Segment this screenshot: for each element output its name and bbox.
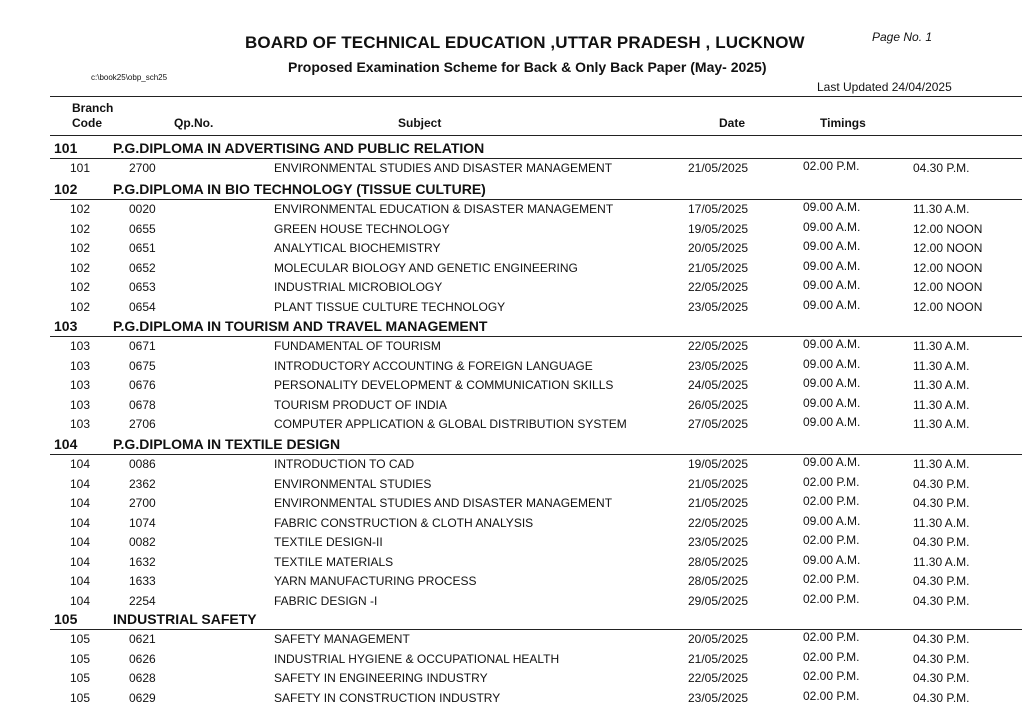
row-subject: SAFETY MANAGEMENT — [274, 632, 410, 646]
row-end-time: 11.30 A.M. — [913, 397, 970, 412]
row-date: 28/05/2025 — [688, 554, 749, 569]
row-date: 22/05/2025 — [688, 280, 749, 294]
row-date: 23/05/2025 — [688, 299, 749, 314]
row-date: 22/05/2025 — [688, 671, 749, 685]
section-divider — [50, 199, 1022, 200]
section-title: P.G.DIPLOMA IN BIO TECHNOLOGY (TISSUE CULTURE) — [113, 181, 486, 197]
row-branch-code: 104 — [70, 535, 91, 549]
row-end-time: 11.30 A.M. — [913, 339, 970, 353]
row-branch-code: 102 — [70, 221, 91, 236]
row-end-time: 12.00 NOON — [913, 260, 983, 275]
row-end-time: 11.30 A.M. — [913, 417, 970, 431]
row-subject: MOLECULAR BIOLOGY AND GENETIC ENGINEERING — [274, 260, 578, 275]
row-end-time: 04.30 P.M. — [913, 161, 970, 175]
row-qp-number: 0621 — [129, 632, 156, 646]
section-divider — [50, 158, 1022, 159]
row-branch-code: 105 — [70, 671, 91, 685]
section-divider — [50, 336, 1022, 337]
row-date: 21/05/2025 — [688, 161, 749, 175]
row-date: 23/05/2025 — [688, 535, 749, 549]
section-divider — [50, 629, 1022, 630]
row-start-time: 09.00 A.M. — [803, 258, 861, 273]
row-qp-number: 2254 — [129, 593, 156, 608]
row-date: 17/05/2025 — [688, 202, 749, 216]
row-date: 23/05/2025 — [688, 690, 749, 705]
row-date: 22/05/2025 — [688, 339, 749, 353]
row-subject: ANALYTICAL BIOCHEMISTRY — [274, 241, 441, 255]
row-qp-number: 0651 — [129, 241, 156, 255]
column-header-qp: Qp.No. — [174, 116, 214, 130]
row-subject: COMPUTER APPLICATION & GLOBAL DISTRIBUTION SYSTEM — [274, 417, 627, 431]
row-start-time: 09.00 A.M. — [803, 395, 861, 410]
row-branch-code: 103 — [70, 397, 91, 412]
row-branch-code: 103 — [70, 417, 91, 431]
row-end-time: 04.30 P.M. — [913, 593, 970, 608]
row-branch-code: 102 — [70, 202, 91, 216]
row-subject: PLANT TISSUE CULTURE TECHNOLOGY — [274, 299, 506, 314]
row-date: 24/05/2025 — [688, 378, 749, 392]
row-branch-code: 102 — [70, 260, 91, 275]
row-start-time: 02.00 P.M. — [803, 669, 860, 683]
row-start-time: 09.00 A.M. — [803, 356, 861, 371]
row-qp-number: 0678 — [129, 397, 156, 412]
row-end-time: 12.00 NOON — [913, 221, 983, 236]
row-date: 21/05/2025 — [688, 476, 749, 491]
row-start-time: 09.00 A.M. — [803, 278, 861, 292]
row-subject: INDUSTRIAL MICROBIOLOGY — [274, 280, 443, 294]
row-start-time: 09.00 A.M. — [803, 455, 861, 469]
section-code: 102 — [54, 181, 78, 197]
row-start-time: 02.00 P.M. — [803, 572, 860, 586]
row-start-time: 09.00 A.M. — [803, 552, 861, 567]
row-end-time: 04.30 P.M. — [913, 651, 970, 666]
row-end-time: 12.00 NOON — [913, 241, 983, 255]
row-branch-code: 102 — [70, 299, 91, 314]
section-code: 105 — [54, 611, 78, 627]
column-header-branch: Branch — [72, 101, 114, 115]
row-subject: TEXTILE DESIGN-II — [274, 535, 383, 549]
row-subject: FABRIC CONSTRUCTION & CLOTH ANALYSIS — [274, 515, 534, 530]
row-qp-number: 0675 — [129, 358, 156, 373]
row-qp-number: 0020 — [129, 202, 156, 216]
row-branch-code: 103 — [70, 339, 91, 353]
row-qp-number: 2706 — [129, 417, 156, 431]
row-qp-number: 0082 — [129, 535, 156, 549]
row-qp-number: 0628 — [129, 671, 156, 685]
row-branch-code: 104 — [70, 593, 91, 608]
row-start-time: 02.00 P.M. — [803, 630, 860, 644]
row-subject: FABRIC DESIGN -I — [274, 593, 378, 608]
row-branch-code: 104 — [70, 496, 91, 510]
header-top-rule — [50, 96, 1022, 97]
row-date: 28/05/2025 — [688, 574, 749, 588]
row-date: 21/05/2025 — [688, 651, 749, 666]
section-title: P.G.DIPLOMA IN TOURISM AND TRAVEL MANAGEMENT — [113, 318, 488, 334]
row-branch-code: 101 — [70, 161, 91, 175]
row-subject: ENVIRONMENTAL STUDIES AND DISASTER MANAGEMENT — [274, 161, 613, 175]
row-qp-number: 0671 — [129, 339, 156, 353]
column-header-subject: Subject — [398, 116, 442, 130]
row-subject: INTRODUCTORY ACCOUNTING & FOREIGN LANGUAGE — [274, 358, 593, 373]
row-qp-number: 0653 — [129, 280, 156, 294]
row-subject: ENVIRONMENTAL STUDIES — [274, 476, 432, 491]
row-qp-number: 0676 — [129, 378, 156, 392]
row-end-time: 11.30 A.M. — [913, 202, 970, 216]
row-end-time: 04.30 P.M. — [913, 632, 970, 646]
row-branch-code: 102 — [70, 280, 91, 294]
row-end-time: 11.30 A.M. — [913, 358, 970, 373]
row-date: 19/05/2025 — [688, 457, 749, 471]
row-end-time: 11.30 A.M. — [913, 515, 970, 530]
row-start-time: 09.00 A.M. — [803, 415, 861, 429]
row-end-time: 04.30 P.M. — [913, 671, 970, 685]
row-subject: TOURISM PRODUCT OF INDIA — [274, 397, 447, 412]
row-qp-number: 1633 — [129, 574, 156, 588]
row-subject: GREEN HOUSE TECHNOLOGY — [274, 221, 450, 236]
row-start-time: 09.00 A.M. — [803, 200, 861, 214]
row-subject: SAFETY IN CONSTRUCTION INDUSTRY — [274, 690, 501, 705]
row-start-time: 09.00 A.M. — [803, 376, 861, 390]
column-header-date: Date — [719, 116, 746, 130]
row-qp-number: 0654 — [129, 299, 156, 314]
row-subject: SAFETY IN ENGINEERING INDUSTRY — [274, 671, 488, 685]
row-branch-code: 105 — [70, 632, 91, 646]
row-end-time: 11.30 A.M. — [913, 378, 970, 392]
row-end-time: 04.30 P.M. — [913, 476, 970, 491]
row-branch-code: 104 — [70, 515, 91, 530]
row-start-time: 02.00 P.M. — [803, 474, 860, 489]
row-branch-code: 102 — [70, 241, 91, 255]
row-date: 19/05/2025 — [688, 221, 749, 236]
row-qp-number: 2362 — [129, 476, 156, 491]
header-bottom-rule — [50, 135, 1022, 136]
section-code: 104 — [54, 436, 78, 452]
row-qp-number: 0652 — [129, 260, 156, 275]
row-date: 27/05/2025 — [688, 417, 749, 431]
row-date: 21/05/2025 — [688, 496, 749, 510]
page-title: BOARD OF TECHNICAL EDUCATION ,UTTAR PRADESH , LUCKNOW — [245, 33, 805, 52]
row-end-time: 04.30 P.M. — [913, 574, 970, 588]
row-start-time: 02.00 P.M. — [803, 533, 860, 547]
row-start-time: 02.00 P.M. — [803, 688, 860, 703]
row-end-time: 12.00 NOON — [913, 299, 983, 314]
row-date: 20/05/2025 — [688, 241, 749, 255]
row-start-time: 09.00 A.M. — [803, 239, 861, 253]
row-start-time: 02.00 P.M. — [803, 159, 860, 173]
row-date: 22/05/2025 — [688, 515, 749, 530]
row-date: 20/05/2025 — [688, 632, 749, 646]
row-qp-number: 0655 — [129, 221, 156, 236]
row-date: 21/05/2025 — [688, 260, 749, 275]
row-date: 23/05/2025 — [688, 358, 749, 373]
row-subject: ENVIRONMENTAL EDUCATION & DISASTER MANAGEMENT — [274, 202, 614, 216]
section-title: P.G.DIPLOMA IN TEXTILE DESIGN — [113, 436, 341, 452]
section-title: INDUSTRIAL SAFETY — [113, 611, 257, 627]
section-code: 103 — [54, 318, 78, 334]
row-end-time: 12.00 NOON — [913, 280, 983, 294]
row-start-time: 09.00 A.M. — [803, 337, 861, 351]
row-branch-code: 104 — [70, 554, 91, 569]
row-branch-code: 105 — [70, 651, 91, 666]
row-subject: ENVIRONMENTAL STUDIES AND DISASTER MANAGEMENT — [274, 496, 613, 510]
row-end-time: 04.30 P.M. — [913, 496, 970, 510]
section-code: 101 — [54, 140, 78, 156]
row-subject: TEXTILE MATERIALS — [274, 554, 394, 569]
column-header-timings: Timings — [820, 116, 866, 130]
row-date: 26/05/2025 — [688, 397, 749, 412]
row-subject: PERSONALITY DEVELOPMENT & COMMUNICATION SKILLS — [274, 378, 614, 392]
row-branch-code: 104 — [70, 457, 91, 471]
row-start-time: 02.00 P.M. — [803, 649, 860, 664]
row-subject: INTRODUCTION TO CAD — [274, 457, 415, 471]
row-end-time: 04.30 P.M. — [913, 690, 970, 705]
row-start-time: 02.00 P.M. — [803, 494, 860, 508]
section-divider — [50, 454, 1022, 455]
row-branch-code: 103 — [70, 378, 91, 392]
row-start-time: 09.00 A.M. — [803, 513, 861, 528]
row-qp-number: 2700 — [129, 496, 156, 510]
row-end-time: 11.30 A.M. — [913, 457, 970, 471]
row-subject: INDUSTRIAL HYGIENE & OCCUPATIONAL HEALTH — [274, 651, 560, 666]
row-start-time: 09.00 A.M. — [803, 219, 861, 234]
row-qp-number: 0086 — [129, 457, 156, 471]
last-updated: Last Updated 24/04/2025 — [817, 80, 952, 94]
row-end-time: 11.30 A.M. — [913, 554, 970, 569]
row-qp-number: 0629 — [129, 690, 156, 705]
row-branch-code: 105 — [70, 690, 91, 705]
row-branch-code: 104 — [70, 574, 91, 588]
row-qp-number: 1632 — [129, 554, 156, 569]
row-qp-number: 2700 — [129, 161, 156, 175]
row-qp-number: 1074 — [129, 515, 156, 530]
section-title: P.G.DIPLOMA IN ADVERTISING AND PUBLIC RELATION — [113, 140, 485, 156]
row-start-time: 09.00 A.M. — [803, 297, 861, 312]
row-subject: YARN MANUFACTURING PROCESS — [274, 574, 477, 588]
row-end-time: 04.30 P.M. — [913, 535, 970, 549]
row-start-time: 02.00 P.M. — [803, 591, 860, 606]
row-date: 29/05/2025 — [688, 593, 749, 608]
row-branch-code: 104 — [70, 476, 91, 491]
page-subtitle: Proposed Examination Scheme for Back & Only Back Paper (May- 2025) — [288, 59, 767, 75]
column-header-code: Code — [72, 116, 102, 130]
file-path: c:\book25\obp_sch25 — [91, 73, 168, 82]
row-qp-number: 0626 — [129, 651, 156, 666]
row-branch-code: 103 — [70, 358, 91, 373]
row-subject: FUNDAMENTAL OF TOURISM — [274, 339, 441, 353]
page-number: Page No. 1 — [872, 30, 933, 44]
